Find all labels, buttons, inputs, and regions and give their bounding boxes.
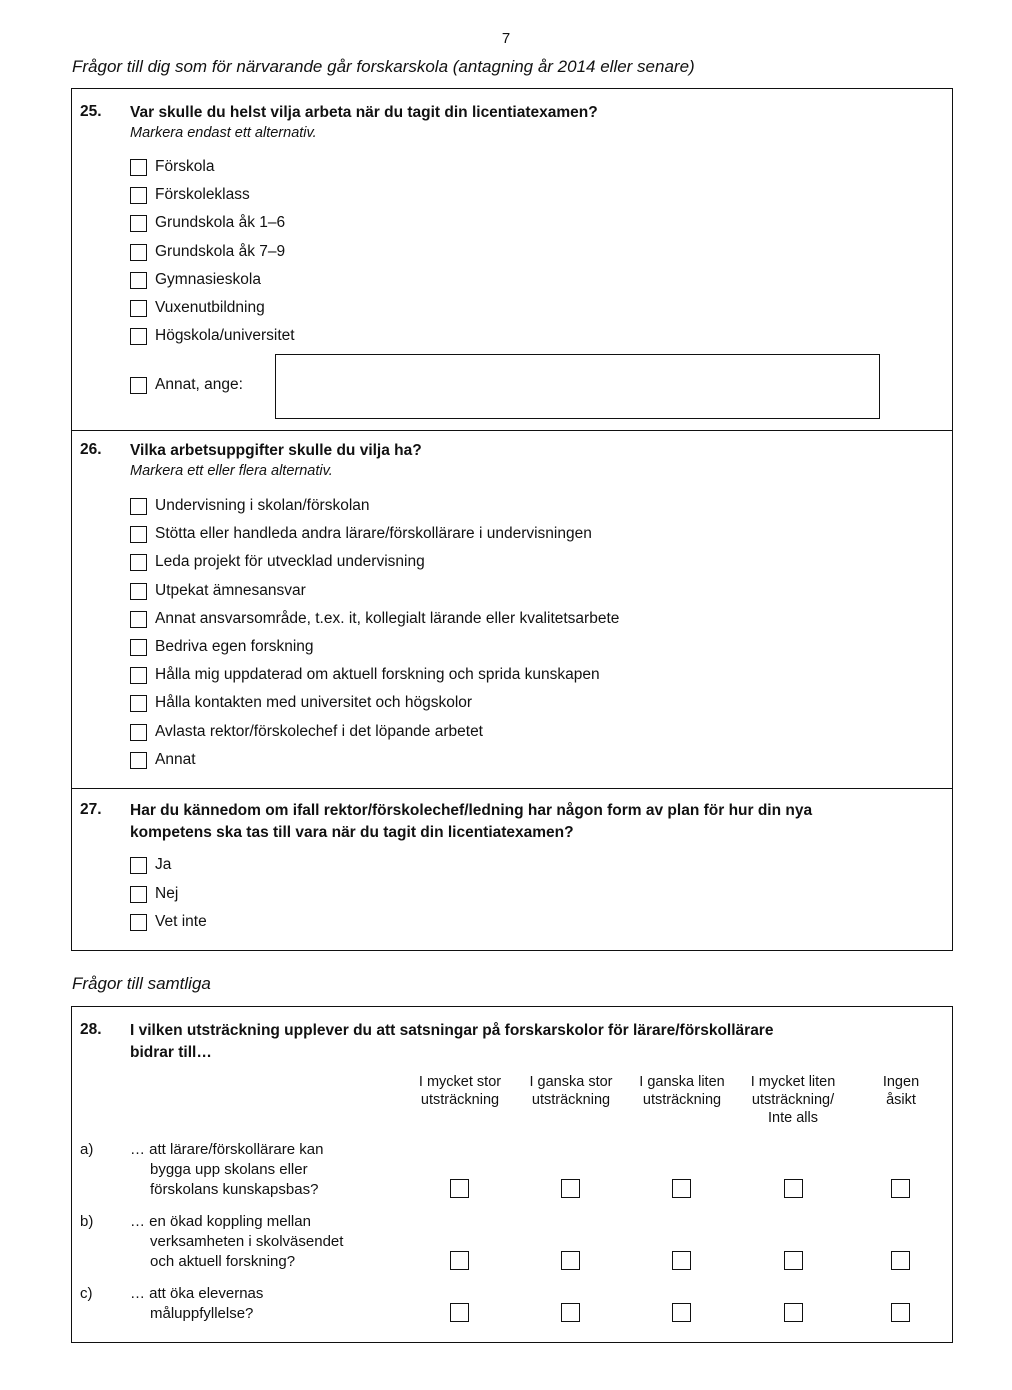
rating-checkbox[interactable] (450, 1303, 469, 1322)
other-text-input[interactable] (275, 354, 880, 419)
rating-checkbox[interactable] (561, 1303, 580, 1322)
checkbox[interactable] (130, 187, 147, 204)
option-row[interactable] (130, 241, 285, 263)
row-letter: a) (80, 1141, 94, 1158)
checkbox[interactable] (130, 752, 147, 769)
option-row-other[interactable] (130, 374, 243, 396)
option-label: Grundskola åk 1–6 (155, 214, 286, 231)
option-label: Förskola (155, 158, 215, 175)
rating-checkbox[interactable] (891, 1303, 910, 1322)
option-row[interactable] (130, 212, 285, 234)
checkbox[interactable] (130, 215, 147, 232)
option-row[interactable] (130, 325, 295, 347)
option-row[interactable] (130, 580, 306, 602)
option-label: Förskoleklass (155, 186, 250, 203)
question-text-line1: I vilken utsträckning upplever du att satsningar på forskarskolor för lärare/förskollärare (130, 1022, 774, 1039)
row-letter: c) (80, 1285, 93, 1302)
option-label: Utpekat ämnesansvar (155, 582, 306, 599)
option-row[interactable] (130, 749, 196, 771)
question-text-line2: kompetens ska tas till vara när du tagit din licentiatexamen? (130, 824, 574, 841)
divider (71, 430, 953, 431)
question-instruction: Markera endast ett alternativ. (130, 125, 317, 141)
checkbox[interactable] (130, 611, 147, 628)
row-letter: b) (80, 1213, 94, 1230)
checkbox[interactable] (130, 886, 147, 903)
checkbox[interactable] (130, 914, 147, 931)
rating-checkbox[interactable] (672, 1251, 691, 1270)
option-label: Annat, ange: (155, 376, 243, 393)
question-instruction: Markera ett eller flera alternativ. (130, 463, 333, 479)
option-label: Högskola/universitet (155, 327, 295, 344)
option-label: Avlasta rektor/förskolechef i det löpande arbetet (155, 723, 483, 740)
option-row[interactable] (130, 636, 314, 658)
option-label: Ja (155, 856, 172, 873)
option-label: Undervisning i skolan/förskolan (155, 497, 370, 514)
row-label: … att lärare/förskollärare kan bygga upp skolans eller förskolans kunskapsbas? (130, 1141, 324, 1198)
section-title: Frågor till dig som för närvarande går forskarskola (antagning år 2014 eller senare) (72, 57, 695, 76)
option-row[interactable] (130, 551, 425, 573)
option-label: Vet inte (155, 913, 207, 930)
option-row[interactable] (130, 297, 265, 319)
question-box-28 (71, 1006, 953, 1343)
option-label: Grundskola åk 7–9 (155, 243, 286, 260)
option-row[interactable] (130, 523, 592, 545)
column-header: I mycket liten utsträckning/ Inte alls (750, 1074, 836, 1126)
rating-checkbox[interactable] (891, 1251, 910, 1270)
option-label: Annat (155, 751, 196, 768)
row-label: … att öka elevernas måluppfyllelse? (130, 1285, 264, 1322)
option-row[interactable] (130, 608, 619, 630)
section-title: Frågor till samtliga (72, 974, 211, 993)
checkbox[interactable] (130, 328, 147, 345)
option-label: Annat ansvarsområde, t.ex. it, kollegialt lärande eller kvalitetsarbete (155, 610, 620, 627)
rating-checkbox[interactable] (784, 1179, 803, 1198)
column-header: I ganska stor utsträckning (529, 1074, 613, 1108)
rating-checkbox[interactable] (784, 1303, 803, 1322)
checkbox[interactable] (130, 498, 147, 515)
rating-checkbox[interactable] (672, 1179, 691, 1198)
question-box-25-27 (71, 88, 953, 951)
option-row[interactable] (130, 495, 370, 517)
option-row[interactable] (130, 184, 250, 206)
rating-checkbox[interactable] (450, 1251, 469, 1270)
checkbox[interactable] (130, 244, 147, 261)
option-label: Hålla mig uppdaterad om aktuell forskning och sprida kunskapen (155, 666, 600, 683)
question-number: 25. (80, 103, 102, 120)
question-text-line2: bidrar till… (130, 1044, 212, 1061)
rating-checkbox[interactable] (450, 1179, 469, 1198)
column-header: I mycket stor utsträckning (418, 1074, 502, 1108)
option-row[interactable] (130, 156, 214, 178)
checkbox[interactable] (130, 724, 147, 741)
option-label: Leda projekt för utvecklad undervisning (155, 553, 425, 570)
checkbox[interactable] (130, 300, 147, 317)
option-row[interactable] (130, 692, 472, 714)
option-row[interactable] (130, 664, 600, 686)
question-number: 28. (80, 1021, 102, 1038)
question-text: Vilka arbetsuppgifter skulle du vilja ha? (130, 442, 422, 459)
option-row[interactable] (130, 883, 178, 905)
checkbox[interactable] (130, 857, 147, 874)
column-header: Ingen åsikt (882, 1074, 920, 1108)
checkbox[interactable] (130, 377, 147, 394)
checkbox[interactable] (130, 667, 147, 684)
option-row[interactable] (130, 269, 261, 291)
option-label: Hålla kontakten med universitet och högskolor (155, 694, 473, 711)
checkbox[interactable] (130, 695, 147, 712)
rating-checkbox[interactable] (784, 1251, 803, 1270)
question-text: Var skulle du helst vilja arbeta när du tagit din licentiatexamen? (130, 104, 598, 121)
option-label: Vuxenutbildning (155, 299, 265, 316)
option-label: Bedriva egen forskning (155, 638, 314, 655)
option-row[interactable] (130, 721, 483, 743)
checkbox[interactable] (130, 639, 147, 656)
option-row[interactable] (130, 911, 207, 933)
checkbox[interactable] (130, 554, 147, 571)
rating-checkbox[interactable] (561, 1179, 580, 1198)
option-row[interactable] (130, 854, 171, 876)
rating-checkbox[interactable] (891, 1179, 910, 1198)
question-number: 27. (80, 801, 102, 818)
option-label: Gymnasieskola (155, 271, 261, 288)
question-text-line1: Har du kännedom om ifall rektor/förskolechef/ledning har någon form av plan för hur din nya (130, 802, 813, 819)
checkbox[interactable] (130, 159, 147, 176)
checkbox[interactable] (130, 272, 147, 289)
rating-checkbox[interactable] (561, 1251, 580, 1270)
page-number: 7 (501, 30, 511, 47)
divider (71, 788, 953, 789)
option-label: Stötta eller handleda andra lärare/förskollärare i undervisningen (155, 525, 592, 542)
row-label: … en ökad koppling mellan verksamheten i skolväsendet och aktuell forskning? (130, 1213, 344, 1270)
checkbox[interactable] (130, 583, 147, 600)
checkbox[interactable] (130, 526, 147, 543)
column-header: I ganska liten utsträckning (639, 1074, 725, 1108)
rating-checkbox[interactable] (672, 1303, 691, 1322)
question-number: 26. (80, 441, 102, 458)
option-label: Nej (155, 885, 179, 902)
